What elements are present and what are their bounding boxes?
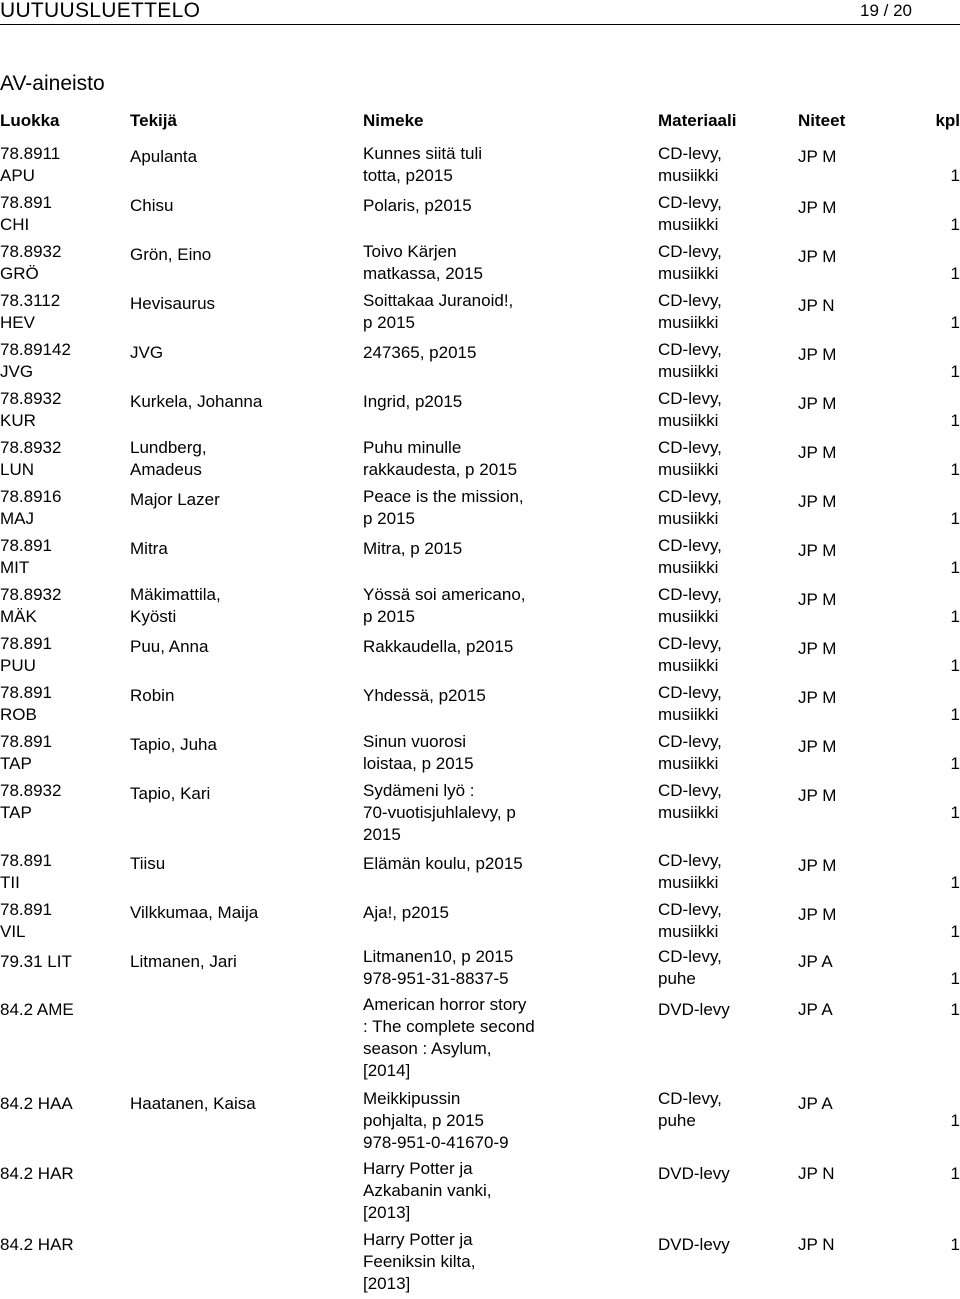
cell-luokka: 84.2 AME (0, 1000, 74, 1019)
cell-luokka: 78.891 PUU (0, 634, 52, 675)
cell-luokka: 78.8932 GRÖ (0, 242, 62, 283)
cell-luokka: 78.8916 MAJ (0, 487, 62, 528)
cell-niteet: JP M (798, 639, 837, 658)
cell-materiaali: CD-levy, musiikki (658, 242, 722, 283)
cell-tekija: Litmanen, Jari (130, 952, 237, 971)
column-header-luokka: Luokka (0, 111, 60, 130)
cell-materiaali: CD-levy, musiikki (658, 438, 722, 479)
cell-materiaali: CD-levy, musiikki (658, 683, 722, 724)
cell-luokka: 78.8932 TAP (0, 781, 62, 822)
cell-tekija: Tapio, Kari (130, 784, 211, 803)
cell-luokka: 78.8932 MÄK (0, 585, 62, 626)
cell-niteet: JP M (798, 345, 837, 364)
cell-materiaali: CD-levy, puhe (658, 947, 722, 988)
cell-kpl: 1 (950, 607, 960, 626)
cell-kpl: 1 (950, 969, 960, 988)
cell-niteet: JP M (798, 905, 837, 924)
cell-luokka: 79.31 LIT (0, 952, 72, 971)
cell-materiaali: CD-levy, musiikki (658, 900, 722, 941)
cell-materiaali: CD-levy, musiikki (658, 634, 722, 675)
column-header-tekija: Tekijä (130, 111, 177, 130)
cell-niteet: JP M (798, 786, 837, 805)
cell-materiaali: CD-levy, musiikki (658, 389, 722, 430)
cell-niteet: JP M (798, 541, 837, 560)
cell-kpl: 1 (950, 411, 960, 430)
cell-materiaali: CD-levy, musiikki (658, 851, 722, 892)
cell-nimeke: Harry Potter ja Azkabanin vanki, [2013] (363, 1159, 492, 1222)
cell-luokka: 78.891 VIL (0, 900, 52, 941)
cell-tekija: Hevisaurus (130, 294, 216, 313)
cell-nimeke: 247365, p2015 (363, 343, 477, 362)
cell-tekija: Tapio, Juha (130, 735, 217, 754)
column-headers (0, 110, 960, 132)
cell-nimeke: American horror story : The complete second season : Asylum, [2014] (363, 995, 535, 1080)
cell-tekija: Robin (130, 686, 175, 705)
cell-luokka: 78.3112 HEV (0, 291, 61, 332)
cell-kpl: 1 (950, 558, 960, 577)
cell-luokka: 78.891 TII (0, 851, 52, 892)
cell-niteet: JP N (798, 1164, 835, 1183)
cell-niteet: JP A (798, 1094, 833, 1113)
cell-niteet: JP M (798, 688, 837, 707)
cell-niteet: JP N (798, 296, 835, 315)
cell-niteet: JP A (798, 952, 833, 971)
column-header-nimeke: Nimeke (363, 111, 424, 130)
cell-tekija: Kurkela, Johanna (130, 392, 263, 411)
cell-niteet: JP M (798, 394, 837, 413)
cell-tekija: Puu, Anna (130, 637, 209, 656)
cell-nimeke: Polaris, p2015 (363, 196, 472, 215)
cell-niteet: JP M (798, 443, 837, 462)
cell-nimeke: Toivo Kärjen matkassa, 2015 (363, 242, 484, 283)
cell-luokka: 78.8911 APU (0, 144, 61, 185)
cell-niteet: JP M (798, 147, 837, 166)
column-header-materiaali: Materiaali (658, 111, 737, 130)
cell-kpl: 1 (950, 362, 960, 381)
cell-nimeke: Soittakaa Juranoid!, p 2015 (363, 291, 514, 332)
cell-nimeke: Sinun vuorosi loistaa, p 2015 (363, 732, 474, 773)
cell-luokka: 78.891 MIT (0, 536, 52, 577)
cell-materiaali: DVD-levy (658, 1164, 730, 1183)
cell-tekija: Grön, Eino (130, 245, 212, 264)
cell-materiaali: DVD-levy (658, 1000, 730, 1019)
cell-kpl: 1 (950, 922, 960, 941)
cell-tekija: Lundberg, Amadeus (130, 438, 207, 479)
cell-niteet: JP M (798, 590, 837, 609)
cell-tekija: Chisu (130, 196, 174, 215)
cell-nimeke: Meikkipussin pohjalta, p 2015 978-951-0-41670-9 (363, 1089, 509, 1152)
cell-tekija: Mitra (130, 539, 168, 558)
table-row (0, 994, 960, 1080)
cell-nimeke: Kunnes siitä tuli totta, p2015 (363, 144, 483, 185)
column-header-niteet: Niteet (798, 111, 846, 130)
cell-kpl: 1 (950, 264, 960, 283)
cell-tekija: Tiisu (130, 854, 166, 873)
cell-nimeke: Litmanen10, p 2015 978-951-31-8837-5 (363, 947, 514, 988)
cell-nimeke: Sydämeni lyö : 70-vuotisjuhlalevy, p 2015 (363, 781, 516, 844)
cell-tekija: Mäkimattila, Kyösti (130, 585, 221, 626)
cell-nimeke: Aja!, p2015 (363, 903, 450, 922)
cell-luokka: 78.89142 JVG (0, 340, 71, 381)
cell-luokka: 78.8932 LUN (0, 438, 62, 479)
cell-materiaali: CD-levy, puhe (658, 1089, 722, 1130)
cell-kpl: 1 (950, 1164, 960, 1183)
column-header-kpl: kpl (935, 111, 960, 130)
cell-kpl: 1 (950, 460, 960, 479)
cell-nimeke: Ingrid, p2015 (363, 392, 463, 411)
page-number: 19 / 20 (860, 1, 912, 20)
cell-luokka: 78.891 ROB (0, 683, 52, 724)
cell-niteet: JP A (798, 1000, 833, 1019)
cell-luokka: 84.2 HAR (0, 1164, 74, 1183)
cell-luokka: 84.2 HAA (0, 1094, 73, 1113)
cell-nimeke: Puhu minulle rakkaudesta, p 2015 (363, 438, 518, 479)
cell-niteet: JP M (798, 492, 837, 511)
header-divider (0, 24, 960, 25)
cell-kpl: 1 (950, 313, 960, 332)
page-header (0, 0, 960, 22)
cell-nimeke: Peace is the mission, p 2015 (363, 487, 524, 528)
cell-kpl: 1 (950, 705, 960, 724)
cell-luokka: 78.891 TAP (0, 732, 52, 773)
cell-nimeke: Yhdessä, p2015 (363, 686, 486, 705)
cell-kpl: 1 (950, 215, 960, 234)
cell-materiaali: CD-levy, musiikki (658, 144, 722, 185)
cell-kpl: 1 (950, 803, 960, 822)
cell-kpl: 1 (950, 509, 960, 528)
cell-nimeke: Elämän koulu, p2015 (363, 854, 523, 873)
cell-nimeke: Mitra, p 2015 (363, 539, 463, 558)
cell-tekija: Haatanen, Kaisa (130, 1094, 256, 1113)
cell-tekija: JVG (130, 343, 164, 362)
table-row (0, 1088, 960, 1158)
cell-materiaali: CD-levy, musiikki (658, 291, 722, 332)
cell-materiaali: CD-levy, musiikki (658, 340, 722, 381)
cell-nimeke: Rakkaudella, p2015 (363, 637, 514, 656)
table-row (0, 780, 960, 850)
cell-niteet: JP M (798, 737, 837, 756)
cell-nimeke: Harry Potter ja Feeniksin kilta, [2013] (363, 1230, 476, 1293)
cell-materiaali: CD-levy, musiikki (658, 781, 722, 822)
cell-kpl: 1 (950, 1111, 960, 1130)
cell-niteet: JP M (798, 247, 837, 266)
document-title: UUTUUSLUETTELO (0, 0, 201, 22)
cell-materiaali: CD-levy, musiikki (658, 585, 722, 626)
cell-tekija: Vilkkumaa, Maija (130, 903, 259, 922)
cell-luokka: 84.2 HAR (0, 1235, 74, 1254)
table-row (0, 1229, 960, 1299)
cell-kpl: 1 (950, 873, 960, 892)
cell-niteet: JP M (798, 856, 837, 875)
cell-kpl: 1 (950, 166, 960, 185)
cell-materiaali: CD-levy, musiikki (658, 193, 722, 234)
cell-materiaali: CD-levy, musiikki (658, 536, 722, 577)
table-row (0, 1158, 960, 1228)
cell-luokka: 78.8932 KUR (0, 389, 62, 430)
cell-luokka: 78.891 CHI (0, 193, 52, 234)
cell-tekija: Apulanta (130, 147, 198, 166)
cell-kpl: 1 (950, 656, 960, 675)
cell-nimeke: Yössä soi americano, p 2015 (363, 585, 526, 626)
cell-materiaali: CD-levy, musiikki (658, 487, 722, 528)
cell-kpl: 1 (950, 754, 960, 773)
cell-kpl: 1 (950, 1000, 960, 1019)
cell-niteet: JP M (798, 198, 837, 217)
section-title: AV-aineisto (0, 72, 105, 95)
cell-tekija: Major Lazer (130, 490, 220, 509)
cell-materiaali: CD-levy, musiikki (658, 732, 722, 773)
cell-niteet: JP N (798, 1235, 835, 1254)
cell-materiaali: DVD-levy (658, 1235, 730, 1254)
cell-kpl: 1 (950, 1235, 960, 1254)
